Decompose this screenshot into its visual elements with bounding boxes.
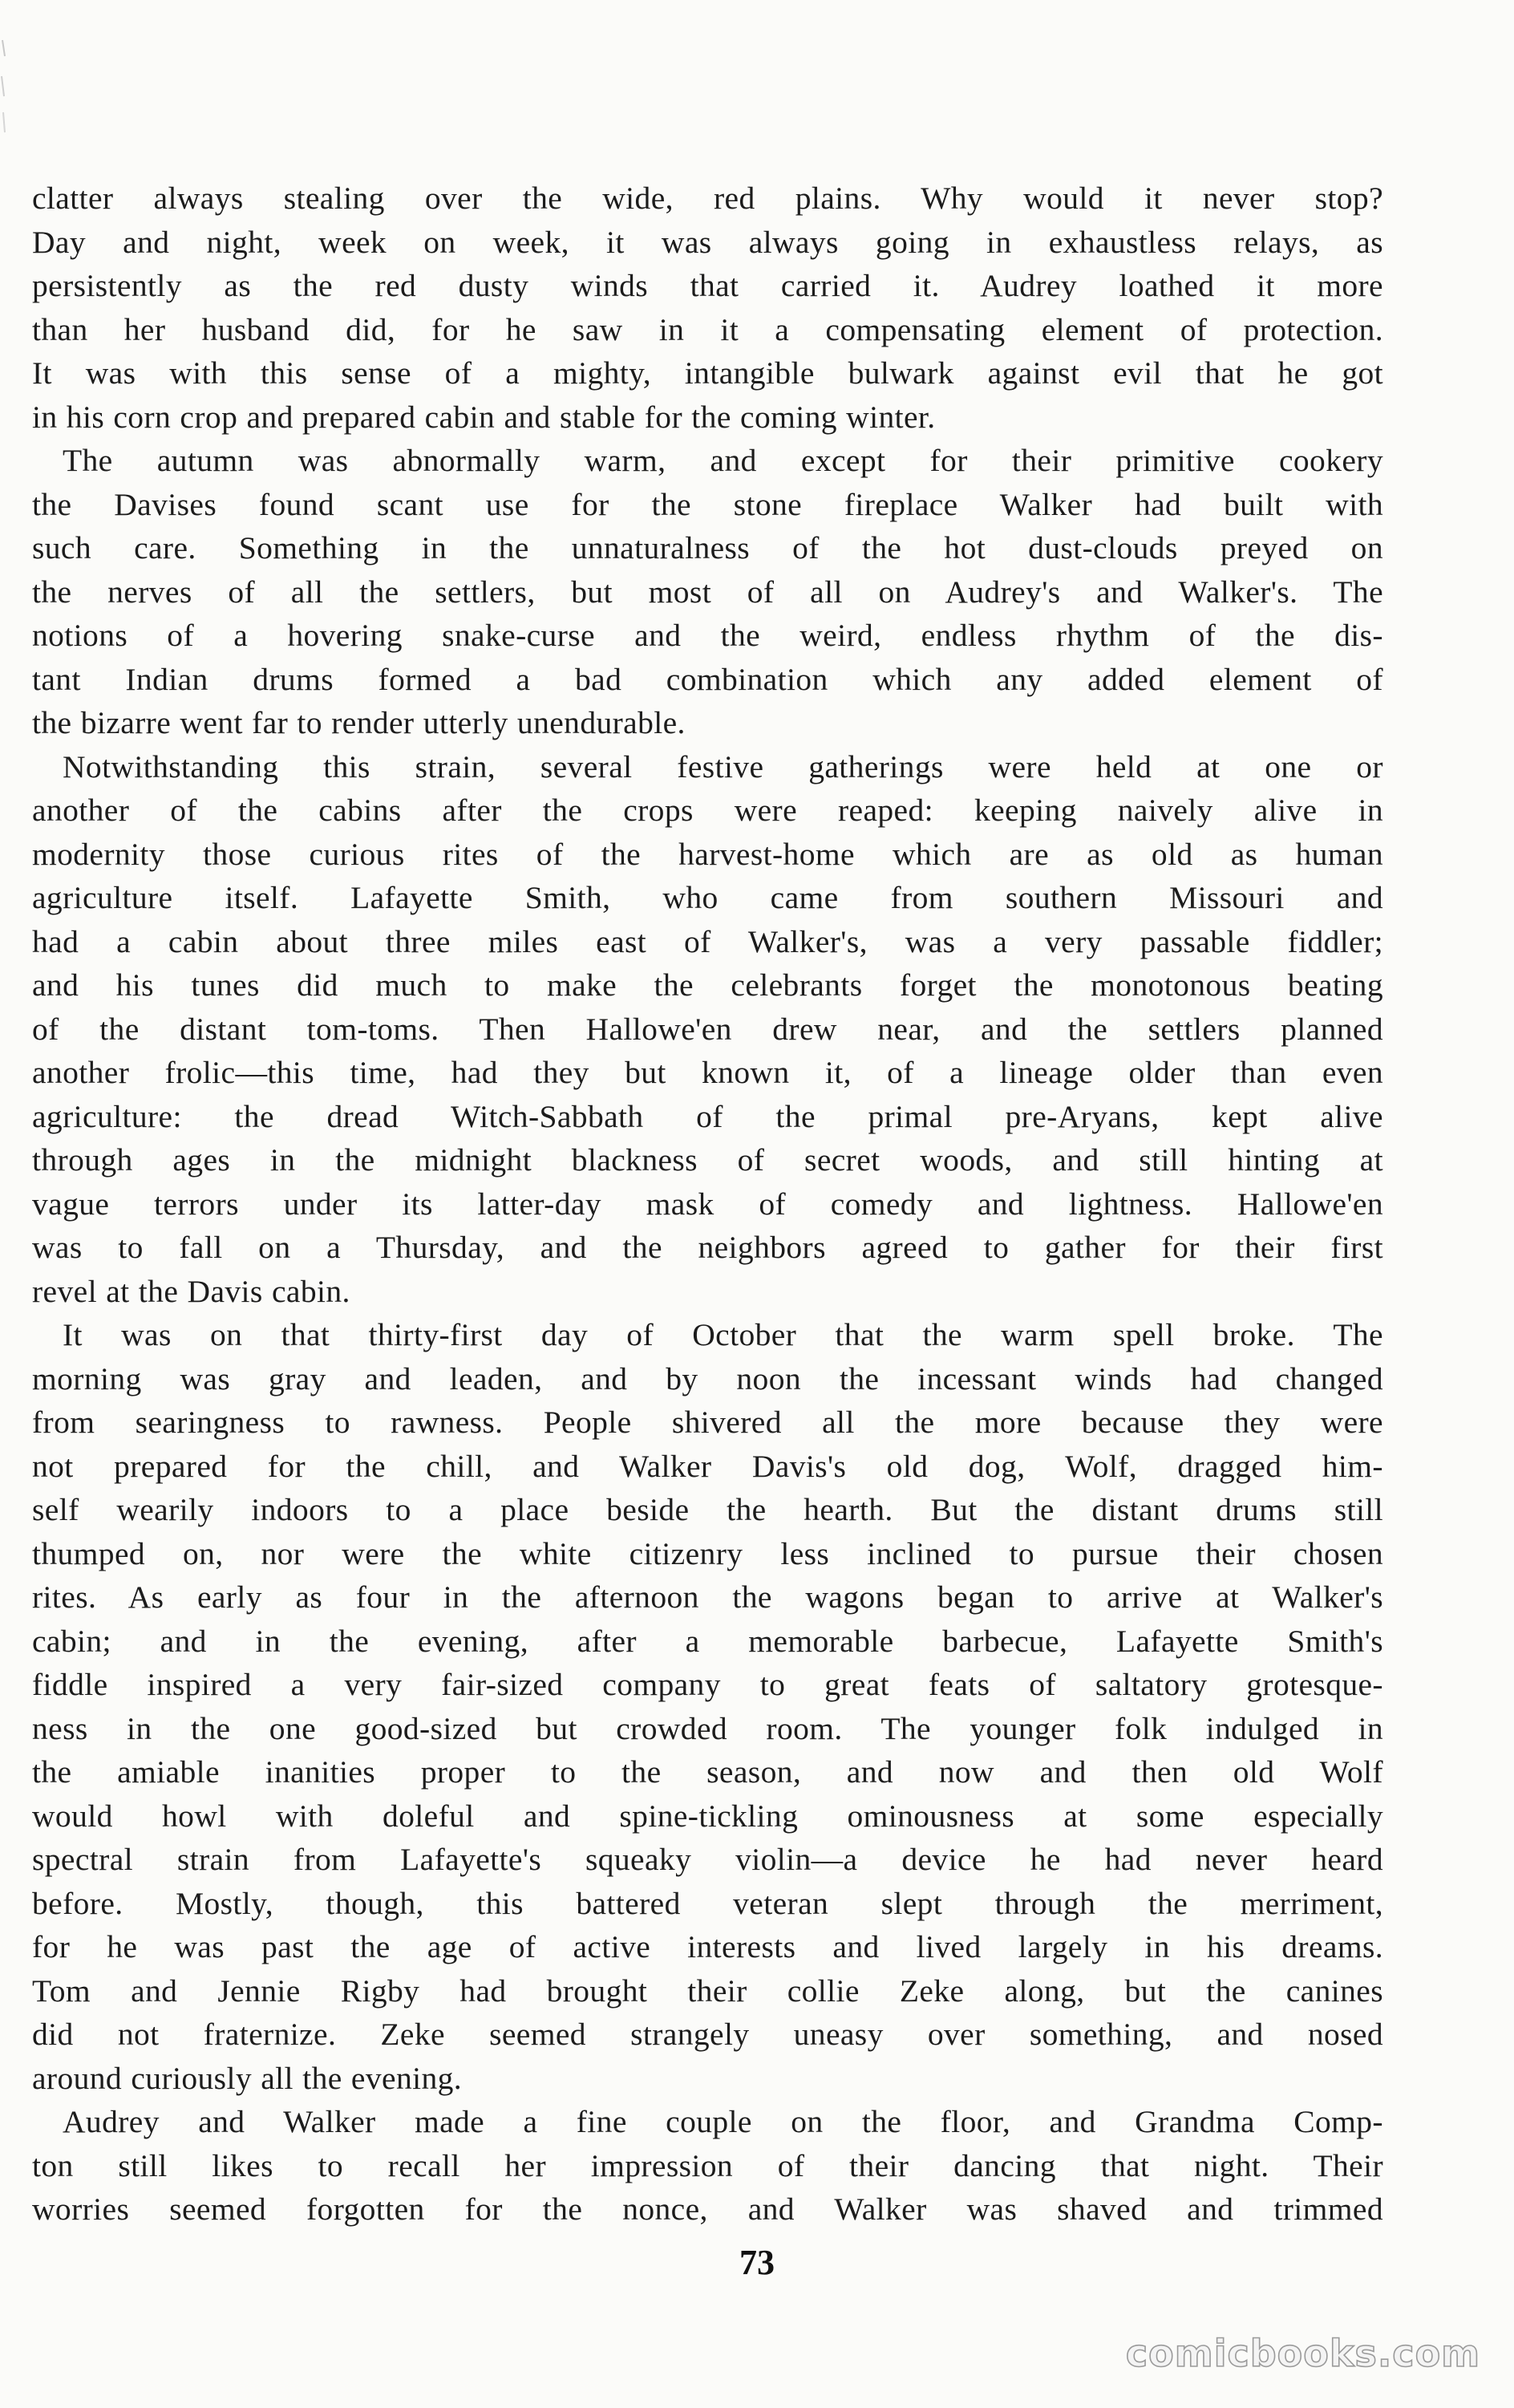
text-line: Audrey and Walker made a fine couple on the floor, and Grandma Comp-	[63, 2104, 1383, 2139]
binding-edge-marks	[0, 32, 11, 144]
text-line: cabin; and in the evening, after a memorable barbecue, Lafayette Smith's	[32, 1623, 1383, 1659]
text-line: and his tunes did much to make the celebrants forget the monotonous beating	[32, 967, 1383, 1003]
text-line: worries seemed forgotten for the nonce, and Walker was shaved and trimmed	[32, 2191, 1383, 2227]
text-line: revel at the Davis cabin.	[32, 1273, 350, 1309]
text-line: rites. As early as four in the afternoon the wagons began to arrive at Walker's	[32, 1579, 1383, 1615]
watermark-logo	[1111, 2326, 1496, 2382]
text-line: ness in the one good-sized but crowded room. The younger folk indulged in	[32, 1710, 1383, 1746]
text-line: such care. Something in the unnaturalness of the hot dust-clouds preyed on	[32, 530, 1383, 566]
watermark-text: comicbooks.com	[1125, 2332, 1481, 2375]
text-line: would howl with doleful and spine-tickling ominousness at some especially	[32, 1798, 1383, 1834]
text-line: the amiable inanities proper to the season, and now and then old Wolf	[32, 1754, 1383, 1790]
text-line: Tom and Jennie Rigby had brought their collie Zeke along, but the canines	[32, 1972, 1383, 2009]
text-line: the nerves of all the settlers, but most of all on Audrey's and Walker's. The	[32, 574, 1383, 610]
paragraph	[32, 1313, 1383, 2100]
text-line: agriculture itself. Lafayette Smith, who came from southern Missouri and	[32, 880, 1383, 915]
text-line: vague terrors under its latter-day mask of comedy and lightness. Hallowe'en	[32, 1186, 1383, 1222]
text-line: It was with this sense of a mighty, intangible bulwark against evil that he got	[32, 355, 1383, 391]
text-line: another frolic—this time, had they but known it, of a lineage older than even	[32, 1055, 1383, 1090]
paragraph	[32, 2100, 1383, 2232]
text-line: persistently as the red dusty winds that carried it. Audrey loathed it more	[32, 268, 1383, 303]
text-line: thumped on, nor were the white citizenry less inclined to pursue their chosen	[32, 1535, 1383, 1571]
text-line: another of the cabins after the crops were reaped: keeping naively alive in	[32, 793, 1383, 828]
page-number: 73	[739, 2243, 775, 2282]
text-line: the bizarre went far to render utterly unendurable.	[32, 705, 686, 740]
text-line: modernity those curious rites of the harvest-home which are as old as human	[32, 836, 1383, 872]
text-line: from searingness to rawness. People shivered all the more because they were	[32, 1405, 1383, 1440]
text-line: did not fraternize. Zeke seemed strangely uneasy over something, and nosed	[32, 2017, 1383, 2052]
text-line: in his corn crop and prepared cabin and stable for the coming winter.	[32, 399, 936, 435]
text-line: for he was past the age of active interests and lived largely in his dreams.	[32, 1929, 1383, 1964]
text-line: than her husband did, for he saw in it a compensating element of protection.	[32, 311, 1383, 347]
text-line: tant Indian drums formed a bad combination which any added element of	[32, 661, 1383, 697]
body-text	[32, 176, 1383, 2232]
text-line: The autumn was abnormally warm, and except for their primitive cookery	[63, 443, 1383, 478]
text-line: Day and night, week on week, it was always going in exhaustless relays, as	[32, 224, 1383, 260]
text-line: before. Mostly, though, this battered veteran slept through the merriment,	[32, 1885, 1383, 1921]
text-line: fiddle inspired a very fair-sized company to great feats of saltatory grotesque-	[32, 1667, 1383, 1702]
text-line: morning was gray and leaden, and by noon the incessant winds had changed	[32, 1360, 1383, 1397]
text-line: ton still likes to recall her impression of their dancing that night. Their	[32, 2147, 1383, 2183]
text-line: It was on that thirty-first day of October that the warm spell broke. The	[63, 1317, 1383, 1352]
text-line: not prepared for the chill, and Walker Davis's old dog, Wolf, dragged him-	[32, 1448, 1383, 1484]
text-line: self wearily indoors to a place beside the hearth. But the distant drums still	[32, 1492, 1383, 1527]
text-line: through ages in the midnight blackness of secret woods, and still hinting at	[32, 1142, 1383, 1178]
text-line: the Davises found scant use for the stone fireplace Walker had built with	[32, 486, 1383, 522]
text-line: had a cabin about three miles east of Walker's, was a very passable fiddler;	[32, 923, 1383, 959]
paragraph	[32, 176, 1383, 439]
text-line: of the distant tom-toms. Then Hallowe'en drew near, and the settlers planned	[32, 1011, 1383, 1047]
text-line: agriculture: the dread Witch-Sabbath of the primal pre-Aryans, kept alive	[32, 1098, 1383, 1134]
text-line: spectral strain from Lafayette's squeaky violin—a device he had never heard	[32, 1842, 1383, 1877]
paragraph	[32, 745, 1383, 1314]
text-line: clatter always stealing over the wide, red plains. Why would it never stop?	[32, 180, 1383, 216]
text-line: was to fall on a Thursday, and the neighbors agreed to gather for their first	[32, 1230, 1383, 1265]
paragraph	[32, 439, 1383, 745]
text-line: Notwithstanding this strain, several festive gatherings were held at one or	[63, 748, 1383, 784]
text-line: around curiously all the evening.	[32, 2060, 463, 2096]
text-line: notions of a hovering snake-curse and the weird, endless rhythm of the dis-	[32, 618, 1383, 653]
